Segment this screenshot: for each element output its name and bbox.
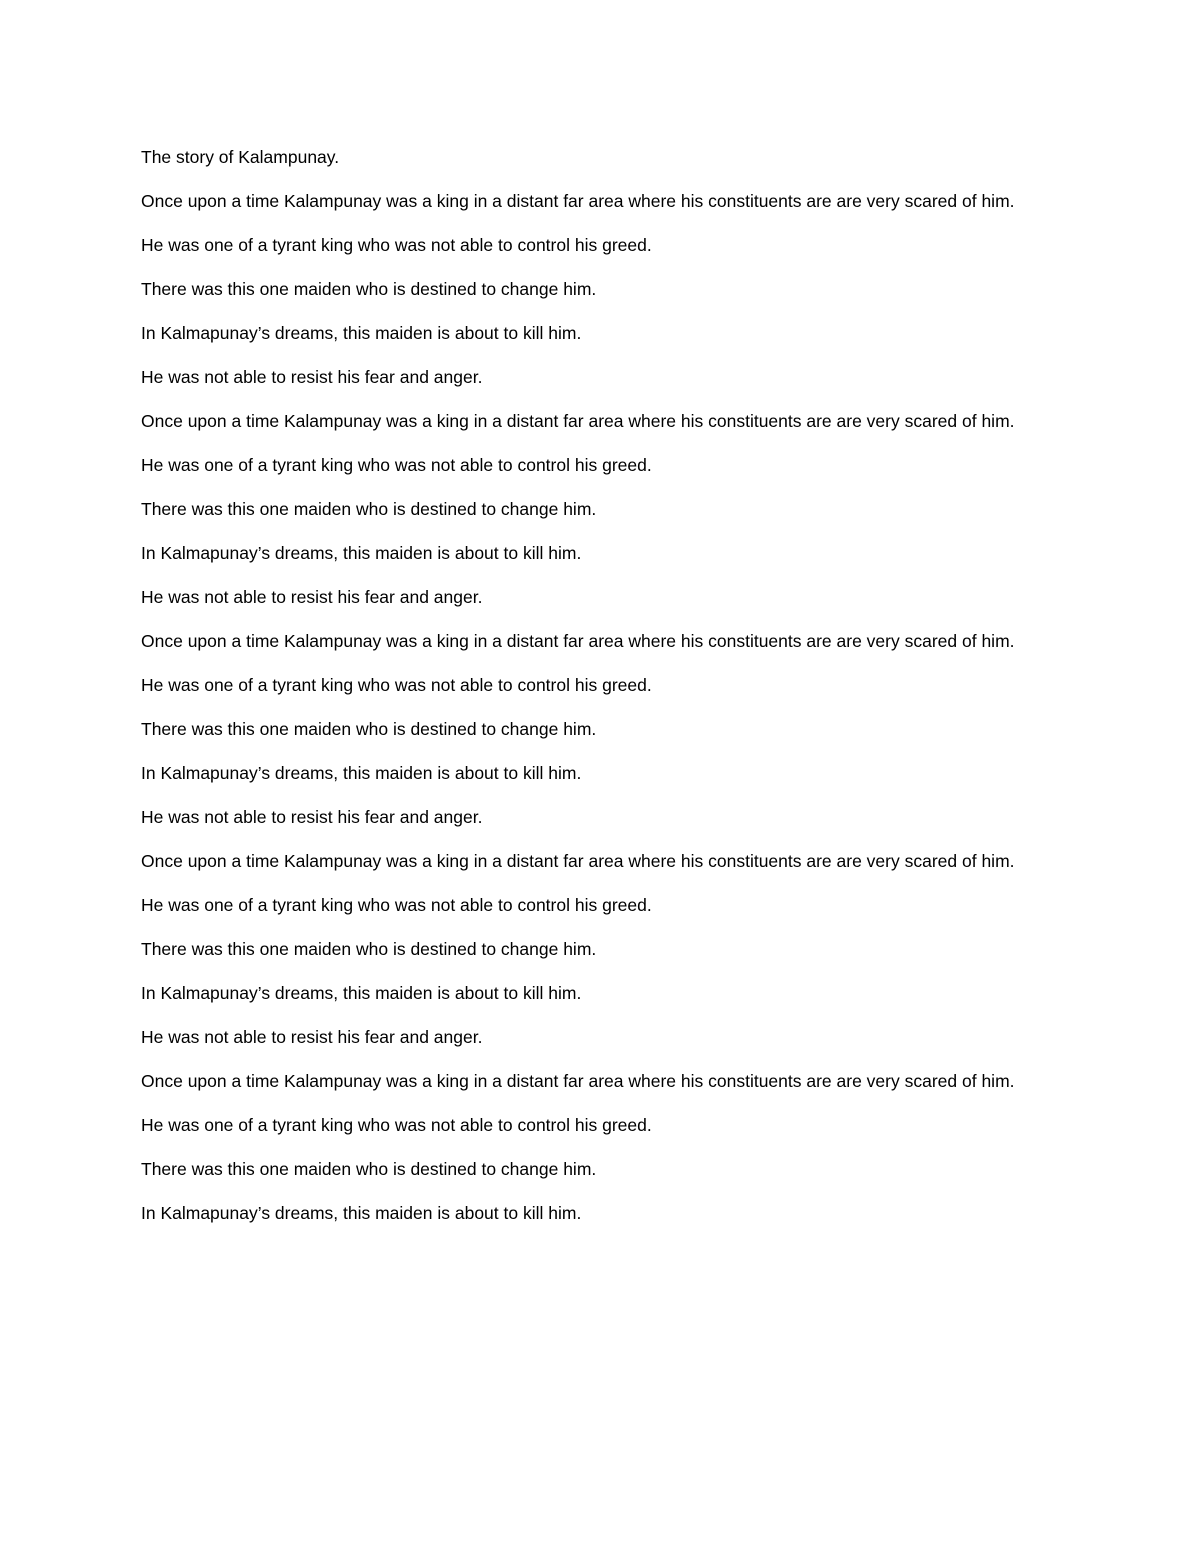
paragraph: He was one of a tyrant king who was not able to control his greed.: [141, 1115, 652, 1135]
document-body: [141, 143, 1061, 1243]
document-title: The story of Kalampunay.: [141, 147, 340, 167]
paragraph: Once upon a time Kalampunay was a king in a distant far area where his constituents are are very scared of him.: [141, 191, 1015, 211]
paragraph: He was not able to resist his fear and anger.: [141, 807, 483, 827]
paragraph: There was this one maiden who is destined to change him.: [141, 719, 597, 739]
paragraph: In Kalmapunay’s dreams, this maiden is about to kill him.: [141, 763, 582, 783]
paragraph: There was this one maiden who is destined to change him.: [141, 279, 597, 299]
paragraph: In Kalmapunay’s dreams, this maiden is about to kill him.: [141, 983, 582, 1003]
paragraph: Once upon a time Kalampunay was a king in a distant far area where his constituents are are very scared of him.: [141, 851, 1015, 871]
paragraph: There was this one maiden who is destined to change him.: [141, 1159, 597, 1179]
paragraph: He was not able to resist his fear and anger.: [141, 1027, 483, 1047]
paragraph: In Kalmapunay’s dreams, this maiden is about to kill him.: [141, 323, 582, 343]
paragraph: He was one of a tyrant king who was not able to control his greed.: [141, 235, 652, 255]
paragraph: He was one of a tyrant king who was not able to control his greed.: [141, 455, 652, 475]
paragraph: In Kalmapunay’s dreams, this maiden is about to kill him.: [141, 543, 582, 563]
paragraph: Once upon a time Kalampunay was a king in a distant far area where his constituents are are very scared of him.: [141, 1071, 1015, 1091]
paragraph: He was one of a tyrant king who was not able to control his greed.: [141, 675, 652, 695]
paragraph: In Kalmapunay’s dreams, this maiden is about to kill him.: [141, 1203, 582, 1223]
paragraph: Once upon a time Kalampunay was a king in a distant far area where his constituents are are very scared of him.: [141, 631, 1015, 651]
paragraph: He was not able to resist his fear and anger.: [141, 367, 483, 387]
paragraph: He was not able to resist his fear and anger.: [141, 587, 483, 607]
paragraph: There was this one maiden who is destined to change him.: [141, 939, 597, 959]
paragraph: There was this one maiden who is destined to change him.: [141, 499, 597, 519]
paragraph: Once upon a time Kalampunay was a king in a distant far area where his constituents are are very scared of him.: [141, 411, 1015, 431]
paragraph: He was one of a tyrant king who was not able to control his greed.: [141, 895, 652, 915]
